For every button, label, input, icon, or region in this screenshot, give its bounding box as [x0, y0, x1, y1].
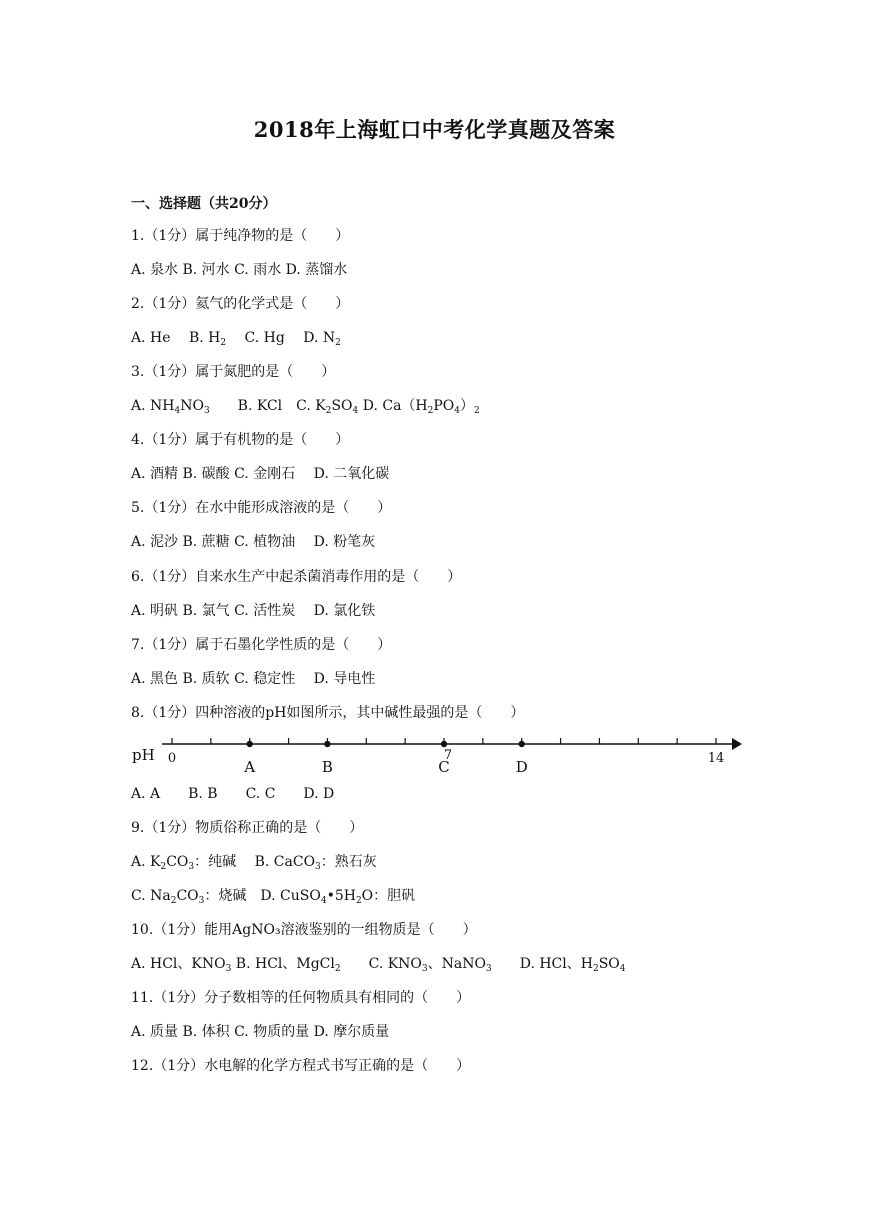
answer-9-ab: A. $K_2CO_3$：纯碱 B. CaCO$_3$：熟石灰 — [131, 854, 377, 872]
question-2: 2.（1分）氦气的化学式是（ ） — [131, 296, 350, 312]
ph-point-A — [247, 741, 253, 747]
ph-point-D — [519, 741, 525, 747]
ph-point-C — [441, 741, 447, 747]
question-1: 1.（1分）属于纯净物的是（ ） — [131, 228, 350, 244]
answer-8: A. A B. B C. C D. D — [131, 786, 335, 802]
ph-axis-label: pH — [132, 746, 155, 764]
question-7: 7.（1分）属于石墨化学性质的是（ ） — [131, 637, 392, 653]
question-12: 12.（1分）水电解的化学方程式书写正确的是（ ） — [131, 1058, 471, 1074]
question-9: 9.（1分）物质俗称正确的是（ ） — [131, 820, 364, 836]
answer-4: A. 酒精 B. 碳酸 C. 金刚石 D. 二氧化碳 — [131, 466, 390, 482]
question-6: 6.（1分）自来水生产中起杀菌消毒作用的是（ ） — [131, 569, 462, 585]
answer-11: A. 质量 B. 体积 C. 物质的量 D. 摩尔质量 — [131, 1024, 390, 1040]
answer-1: A. 泉水 B. 河水 C. 雨水 D. 蒸馏水 — [131, 262, 348, 278]
page-title: 2018年上海虹口中考化学真题及答案 — [253, 117, 616, 142]
answer-5: A. 泥沙 B. 蔗糖 C. 植物油 D. 粉笔灰 — [131, 534, 376, 550]
answer-2: A. He B. $H_2$ C. Hg D. $N_2$ — [131, 330, 341, 348]
answer-6: A. 明矾 B. 氯气 C. 活性炭 D. 氯化铁 — [131, 603, 376, 619]
ph-point-label-B: B — [321, 758, 333, 776]
section-heading: 一、选择题（共20分） — [131, 196, 277, 212]
ph-point-label-C: C — [438, 758, 450, 776]
question-5: 5.（1分）在水中能形成溶液的是（ ） — [131, 500, 392, 516]
ph-tick-label-14: 14 — [707, 751, 725, 766]
question-8: 8.（1分）四种溶液的pH如图所示，其中碱性最强的是（ ） — [131, 705, 525, 721]
ph-points — [243, 741, 527, 776]
ph-scale-figure — [128, 733, 748, 779]
answer-3: A. $NH_4NO_3$ B. KCl C. $K_2SO_4$ D. $Ca(H_2PO_4)_2$ — [131, 398, 480, 416]
answer-7: A. 黑色 B. 质软 C. 稳定性 D. 导电性 — [131, 671, 376, 687]
ph-tick-label-0: 0 — [167, 751, 177, 766]
ph-point-label-A: A — [244, 758, 256, 776]
answer-10: A. HCl、$KNO_3$ B. HCl、MgCl$_2$ C. $KNO_3$、NaNO$_3$ D. HCl、$H_2SO_4$ — [131, 956, 626, 974]
ph-point-B — [324, 741, 330, 747]
ph-tick-label-7: 7 — [443, 748, 453, 763]
question-11: 11.（1分）分子数相等的任何物质具有相同的（ ） — [131, 990, 471, 1006]
ph-point-label-D: D — [515, 758, 528, 776]
question-10: 10.（1分）能用AgNO₃溶液鉴别的一组物质是（ ） — [131, 922, 477, 938]
question-3: 3.（1分）属于氮肥的是（ ） — [131, 364, 336, 380]
question-4: 4.（1分）属于有机物的是（ ） — [131, 432, 350, 448]
answer-9-cd: C. $Na_2CO_3$：烧碱 D. $CuSO_4•5H_2O$：胆矾 — [131, 888, 416, 906]
ph-axis-arrow — [732, 738, 742, 750]
